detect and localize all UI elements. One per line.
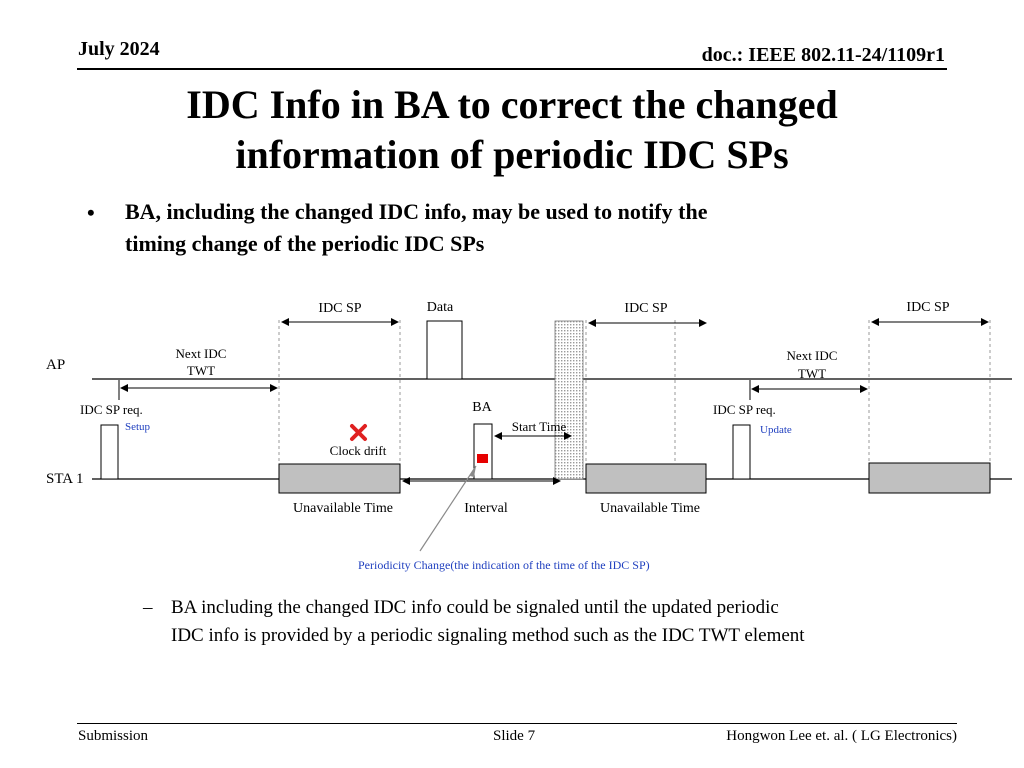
bullet-text-line-1: BA, including the changed IDC info, may be used to notify the — [125, 199, 708, 224]
setup-label: Setup — [125, 421, 151, 433]
data-frame — [427, 321, 462, 379]
header-date: July 2024 — [78, 38, 160, 60]
ba-label: BA — [472, 400, 492, 415]
ba-frame — [474, 424, 492, 479]
ap-label: AP — [46, 357, 66, 373]
unavailable-bar-3 — [869, 463, 990, 493]
sub-bullet-text — [171, 594, 805, 650]
sub-bullet-line-2: IDC info is provided by a periodic signaling method such as the IDC TWT element — [171, 625, 805, 646]
periodicity-marker — [477, 454, 488, 463]
idc-sp-2-label: IDC SP — [624, 301, 668, 316]
shaded-column — [555, 321, 583, 479]
interval-label: Interval — [464, 501, 508, 516]
next-idc-twt-2-line-1: Next IDC — [786, 348, 838, 363]
unavailable-time-1-label: Unavailable Time — [293, 501, 393, 516]
unavailable-time-2-label: Unavailable Time — [600, 501, 700, 516]
start-time-label: Start Time — [511, 419, 567, 434]
clock-drift-label: Clock drift — [329, 443, 387, 458]
sta-label: STA 1 — [46, 471, 84, 487]
update-label: Update — [760, 424, 792, 436]
bullet-marker: • — [87, 200, 95, 225]
idc-sp-1-label: IDC SP — [318, 301, 362, 316]
sub-bullet-line-1: BA including the changed IDC info could be signaled until the updated periodic — [171, 597, 779, 618]
next-idc-twt-1-line-2: TWT — [186, 363, 216, 378]
idc-sp-3-label: IDC SP — [906, 300, 950, 315]
sub-bullet-marker: – — [143, 597, 153, 618]
footer-rule — [77, 723, 957, 724]
bullet-text-line-2: timing change of the periodic IDC SPs — [125, 231, 485, 256]
footer-slide-number: Slide 7 — [493, 728, 536, 744]
next-idc-twt-1-line-1: Next IDC — [175, 346, 227, 361]
slide-title-line-2: information of periodic IDC SPs — [235, 132, 789, 177]
idc-sp-req-frame-1 — [101, 425, 118, 479]
data-label: Data — [426, 300, 454, 315]
clock-drift-x-icon — [352, 426, 365, 439]
periodicity-change-label: Periodicity Change(the indication of the time of the IDC SP) — [358, 558, 650, 572]
idc-sp-req-1-label: IDC SP req. — [80, 402, 143, 417]
next-idc-twt-2-line-2: TWT — [797, 366, 827, 381]
idc-sp-req-frame-2 — [733, 425, 750, 479]
unavailable-bar-2 — [586, 464, 706, 493]
idc-sp-req-2-label: IDC SP req. — [713, 402, 776, 417]
footer-submission: Submission — [78, 728, 149, 744]
unavailable-bar-1 — [279, 464, 400, 493]
slide-title-line-1: IDC Info in BA to correct the changed — [186, 82, 838, 127]
header-doc-id: doc.: IEEE 802.11-24/1109r1 — [701, 44, 945, 66]
footer-author: Hongwon Lee et. al. ( LG Electronics) — [726, 728, 957, 744]
